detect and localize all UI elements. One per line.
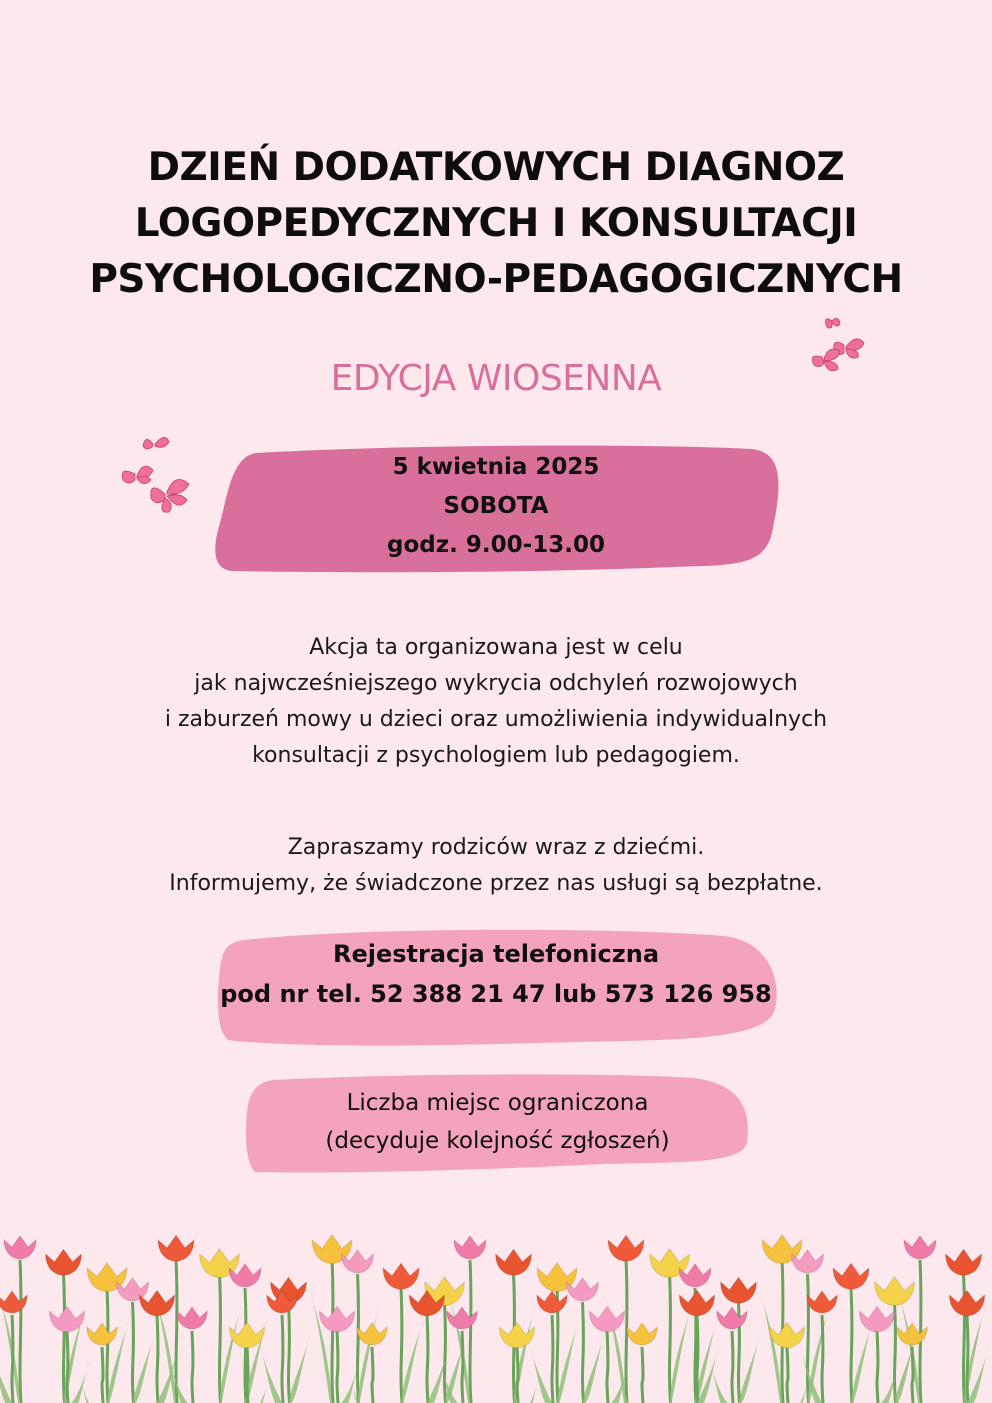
tulip-stem (967, 1315, 968, 1403)
tulip-flower (4, 1236, 36, 1259)
tulip-leaf (739, 1332, 761, 1403)
tulip-stem (157, 1315, 158, 1403)
event-hours: godz. 9.00-13.00 (387, 532, 605, 558)
tulip-flower (46, 1249, 82, 1275)
tulip-stem (877, 1331, 878, 1403)
tulip-flower (454, 1236, 486, 1259)
title-line-3: PSYCHOLOGICZNO-PEDAGOGICZNYCH (89, 257, 903, 302)
description-line: konsultacji z psychologiem lub pedagogiem. (252, 743, 740, 768)
title-line-2: LOGOPEDYCZNYCH I KONSULTACJI (134, 201, 858, 246)
tulip-flower (383, 1263, 419, 1289)
tulip-stem (732, 1331, 733, 1403)
tulip-leaf (530, 1345, 552, 1403)
tulip-leaf (401, 1318, 423, 1403)
tulip-stem (192, 1331, 193, 1403)
tulip-flower (721, 1277, 757, 1303)
tulip-stem (920, 1260, 921, 1403)
tulip-leaf (583, 1332, 605, 1403)
tulip-stem (851, 1288, 852, 1403)
tulip-stem (64, 1274, 65, 1403)
tulip-stem (670, 1274, 671, 1403)
tulip-leaf (289, 1332, 311, 1403)
butterfly-icon (808, 315, 878, 387)
tulip-stem (12, 1315, 13, 1403)
tulip-stem (67, 1331, 68, 1403)
tulip-stem (282, 1315, 283, 1403)
event-date: 5 kwietnia 2025 (392, 454, 600, 480)
tulip-stem (787, 1347, 788, 1403)
tulip-stem (912, 1347, 913, 1403)
tulip-flower (627, 1323, 657, 1345)
tulip-flower (769, 1322, 804, 1347)
registration-phone: pod nr tel. 52 388 21 47 lub 573 126 958 (220, 980, 772, 1008)
tulip-stem (462, 1331, 463, 1403)
limit-info (245, 1084, 750, 1160)
page-title (40, 140, 952, 308)
tulip-leaf (133, 1332, 155, 1403)
tulip-leaf (0, 1345, 12, 1403)
tulip-flower (608, 1235, 644, 1261)
tulip-flower (897, 1323, 927, 1345)
tulip-flower (0, 1291, 27, 1313)
tulip-leaf (851, 1318, 873, 1403)
tulip-flower (357, 1323, 387, 1345)
tulip-stem (247, 1347, 248, 1403)
tulip-flower (717, 1307, 747, 1329)
invitation-line: Zapraszamy rodziców wraz z dziećmi. (287, 835, 705, 860)
butterfly-icon (115, 430, 197, 522)
tulip-flower (946, 1249, 982, 1275)
tulip-leaf (107, 1318, 129, 1403)
tulip-flower (87, 1323, 117, 1345)
tulip-flower (177, 1307, 207, 1329)
tulip-flower (229, 1322, 264, 1347)
tulip-stem (607, 1331, 608, 1403)
tulip-stem (583, 1302, 584, 1403)
limit-line: Liczba miejsc ograniczona (346, 1090, 649, 1116)
event-details (215, 448, 777, 565)
tulip-leaf (670, 1304, 692, 1403)
tulip-stem (445, 1302, 446, 1403)
tulip-stem (427, 1315, 428, 1403)
tulip-stem (642, 1347, 643, 1403)
tulip-stem (107, 1288, 108, 1403)
tulip-stem (895, 1302, 896, 1403)
tulip-stem (20, 1260, 21, 1403)
tulip-flower (589, 1306, 624, 1331)
tulip-stem (102, 1347, 103, 1403)
tulip-stem (372, 1347, 373, 1403)
description-paragraph (40, 630, 952, 774)
tulip-stem (822, 1315, 823, 1403)
tulip-leaf (787, 1377, 809, 1403)
tulip-leaf (310, 1290, 332, 1403)
edition-subtitle: EDYCJA WIOSENNA (330, 358, 662, 399)
description-line: Akcja ta organizowana jest w celu (309, 635, 683, 660)
title-line-1: DZIEŃ DODATKOWYCH DIAGNOZ (147, 145, 845, 190)
tulip-leaf (260, 1345, 282, 1403)
tulip-leaf (557, 1318, 579, 1403)
tulip-leaf (358, 1304, 380, 1403)
description-line: i zaburzeń mowy u dzieci oraz umożliwienia indywidualnych (164, 707, 828, 732)
tulip-flower (833, 1263, 869, 1289)
tulip-flower (447, 1307, 477, 1329)
tulip-stem (289, 1302, 290, 1403)
tulip-stem (470, 1260, 471, 1403)
tulip-stem (552, 1315, 553, 1403)
invitation-line: Informujemy, że świadczone przez nas usługi są bezpłatne. (169, 871, 823, 896)
event-day: SOBOTA (443, 493, 549, 519)
tulip-stem (220, 1274, 221, 1403)
tulip-leaf (517, 1377, 539, 1403)
tulip-leaf (220, 1304, 242, 1403)
tulip-flower (158, 1235, 194, 1261)
registration-heading: Rejestracja telefoniczna (332, 940, 660, 968)
tulip-border (0, 1200, 992, 1403)
registration-info (215, 934, 777, 1014)
tulip-stem (358, 1274, 359, 1403)
tulip-flower (875, 1277, 915, 1306)
tulip-stem (133, 1302, 134, 1403)
tulip-stem (401, 1288, 402, 1403)
tulip-stem (697, 1315, 698, 1403)
tulip-flower (537, 1291, 567, 1313)
tulip-stem (808, 1274, 809, 1403)
tulip-leaf (760, 1290, 782, 1403)
tulip-flower (949, 1290, 984, 1315)
tulip-stem (337, 1331, 338, 1403)
tulip-flower (859, 1306, 894, 1331)
description-line: jak najwcześniejszego wykrycia odchyleń rozwojowych (194, 671, 798, 696)
tulip-flower (499, 1322, 534, 1347)
tulip-flower (319, 1306, 354, 1331)
tulip-flower (807, 1291, 837, 1313)
tulip-stem (517, 1347, 518, 1403)
limit-line: (decyduje kolejność zgłoszeń) (325, 1128, 670, 1154)
tulip-flower (904, 1236, 936, 1259)
tulip-flower (496, 1249, 532, 1275)
invitation-paragraph (40, 830, 952, 902)
tulip-flower (679, 1290, 714, 1315)
